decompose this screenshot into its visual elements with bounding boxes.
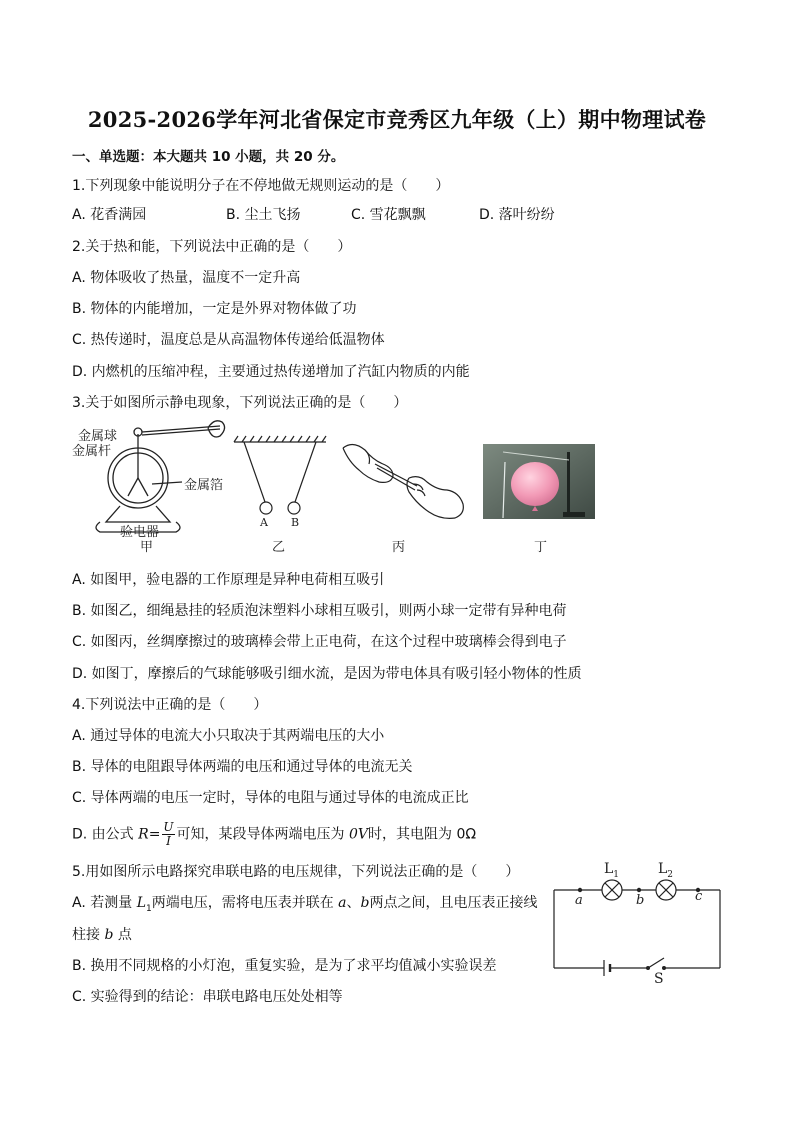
question-1-stem: 1.下列现象中能说明分子在不停地做无规则运动的是（ ） [72, 178, 450, 194]
lamp-l1-letter: L [604, 861, 614, 877]
section-heading: 一、单选题：本大题共 10 小题，共 20 分。 [72, 149, 345, 165]
q5-option-a-line2 [72, 926, 132, 944]
caption-yi: 乙 [272, 540, 286, 555]
q4-d-middle: 可知，某段导体两端电压为 [176, 826, 349, 843]
point-a-ref: a [338, 895, 347, 911]
point-a-label: a [575, 893, 583, 908]
q5-option-c: C. 实验得到的结论：串联电路电压处处相等 [72, 989, 343, 1005]
q4-d-suffix: 时，其电阻为 [368, 826, 457, 843]
q2-option-a: A. 物体吸收了热量，温度不一定升高 [72, 270, 301, 286]
fraction-u-over-i [162, 821, 174, 848]
q3-option-d: D. 如图丁，摩擦后的气球能够吸引细水流，是因为带电体具有吸引轻小物体的性质 [72, 666, 582, 682]
q5-option-a-line1 [72, 894, 538, 918]
q5-a-middle: 两端电压，需将电压表并联在 [151, 895, 339, 911]
q2-option-d: D. 内燃机的压缩冲程，主要通过热传递增加了汽缸内物质的内能 [72, 364, 470, 380]
rubbing-rod-figure [335, 438, 475, 528]
q1-option-c: C. 雪花飘飘 [351, 207, 426, 223]
caption-jia: 甲 [140, 540, 154, 555]
q4-option-d [72, 821, 476, 848]
q5-a-separator: 、 [346, 895, 361, 911]
question-4-stem: 4.下列说法中正确的是（ ） [72, 697, 268, 713]
zero-volt: 0V [349, 826, 369, 843]
q2-option-c: C. 热传递时，温度总是从高温物体传递给低温物体 [72, 332, 385, 348]
q4-option-b: B. 导体的电阻跟导体两端的电压和通过导体的电流无关 [72, 759, 413, 775]
point-b-ref-2: b [104, 927, 114, 943]
lamp-l1-label [604, 861, 619, 880]
point-b-label: b [636, 893, 645, 908]
lamp-l1-sub: 1 [613, 869, 620, 880]
q5-a-prefix: A. 若测量 [72, 895, 137, 911]
question-2-stem: 2.关于热和能，下列说法中正确的是（ ） [72, 239, 352, 255]
var-r: R [138, 826, 149, 843]
caption-ding: 丁 [534, 540, 548, 555]
switch-label: S [654, 971, 664, 987]
q1-option-b: B. 尘土飞扬 [226, 207, 301, 223]
q5-a2-prefix: 柱接 [72, 927, 105, 943]
q4-d-prefix: D. 由公式 [72, 826, 139, 843]
caption-bing: 丙 [392, 540, 406, 555]
q1-option-a: A. 花香满园 [72, 207, 147, 223]
question-3-stem: 3.关于如图所示静电现象，下列说法正确的是（ ） [72, 395, 408, 411]
label-ball-b: B [291, 516, 300, 529]
q3-option-b: B. 如图乙，细绳悬挂的轻质泡沫塑料小球相互吸引，则两小球一定带有异种电荷 [72, 603, 567, 619]
q5-a-suffix: 两点之间，且电压表正接线 [369, 895, 538, 911]
q5-option-b: B. 换用不同规格的小灯泡，重复实验，是为了求平均值减小实验误差 [72, 958, 497, 974]
equals-sign: = [148, 826, 161, 843]
hanging-balls-figure [230, 434, 330, 524]
lamp-l2-letter: L [658, 861, 668, 877]
fraction-numerator: U [163, 820, 174, 834]
q2-option-b: B. 物体的内能增加，一定是外界对物体做了功 [72, 301, 357, 317]
label-metal-ball: 金属球 [78, 429, 118, 444]
point-c-label: c [695, 889, 703, 904]
balloon-photo [483, 444, 595, 519]
series-circuit-diagram [548, 860, 728, 990]
lamp-l1-symbol: L [136, 895, 146, 911]
lamp-l1-subscript: 1 [145, 903, 152, 914]
label-ball-a: A [260, 516, 268, 529]
lamp-l2-sub: 2 [667, 869, 674, 880]
fraction-denominator: I [166, 834, 171, 848]
point-b-ref: b [360, 895, 370, 911]
q3-option-a: A. 如图甲，验电器的工作原理是异种电荷相互吸引 [72, 572, 385, 588]
lamp-l2-label [658, 861, 673, 880]
zero-ohm: 0Ω [456, 826, 477, 843]
page-title: 2025-2026学年河北省保定市竞秀区九年级（上）期中物理试卷 [87, 107, 707, 132]
q4-option-a: A. 通过导体的电流大小只取决于其两端电压的大小 [72, 728, 385, 744]
q3-option-c: C. 如图丙，丝绸摩擦过的玻璃棒会带上正电荷，在这个过程中玻璃棒会得到电子 [72, 634, 567, 650]
q4-option-c: C. 导体两端的电压一定时，导体的电阻与通过导体的电流成正比 [72, 790, 469, 806]
q5-a2-suffix: 点 [113, 927, 132, 943]
label-metal-foil: 金属箔 [184, 478, 224, 493]
label-electroscope: 验电器 [120, 525, 160, 540]
label-metal-rod: 金属杆 [72, 444, 112, 459]
q1-option-d: D. 落叶纷纷 [479, 207, 555, 223]
question-5-stem: 5.用如图所示电路探究串联电路的电压规律，下列说法正确的是（ ） [72, 864, 520, 880]
